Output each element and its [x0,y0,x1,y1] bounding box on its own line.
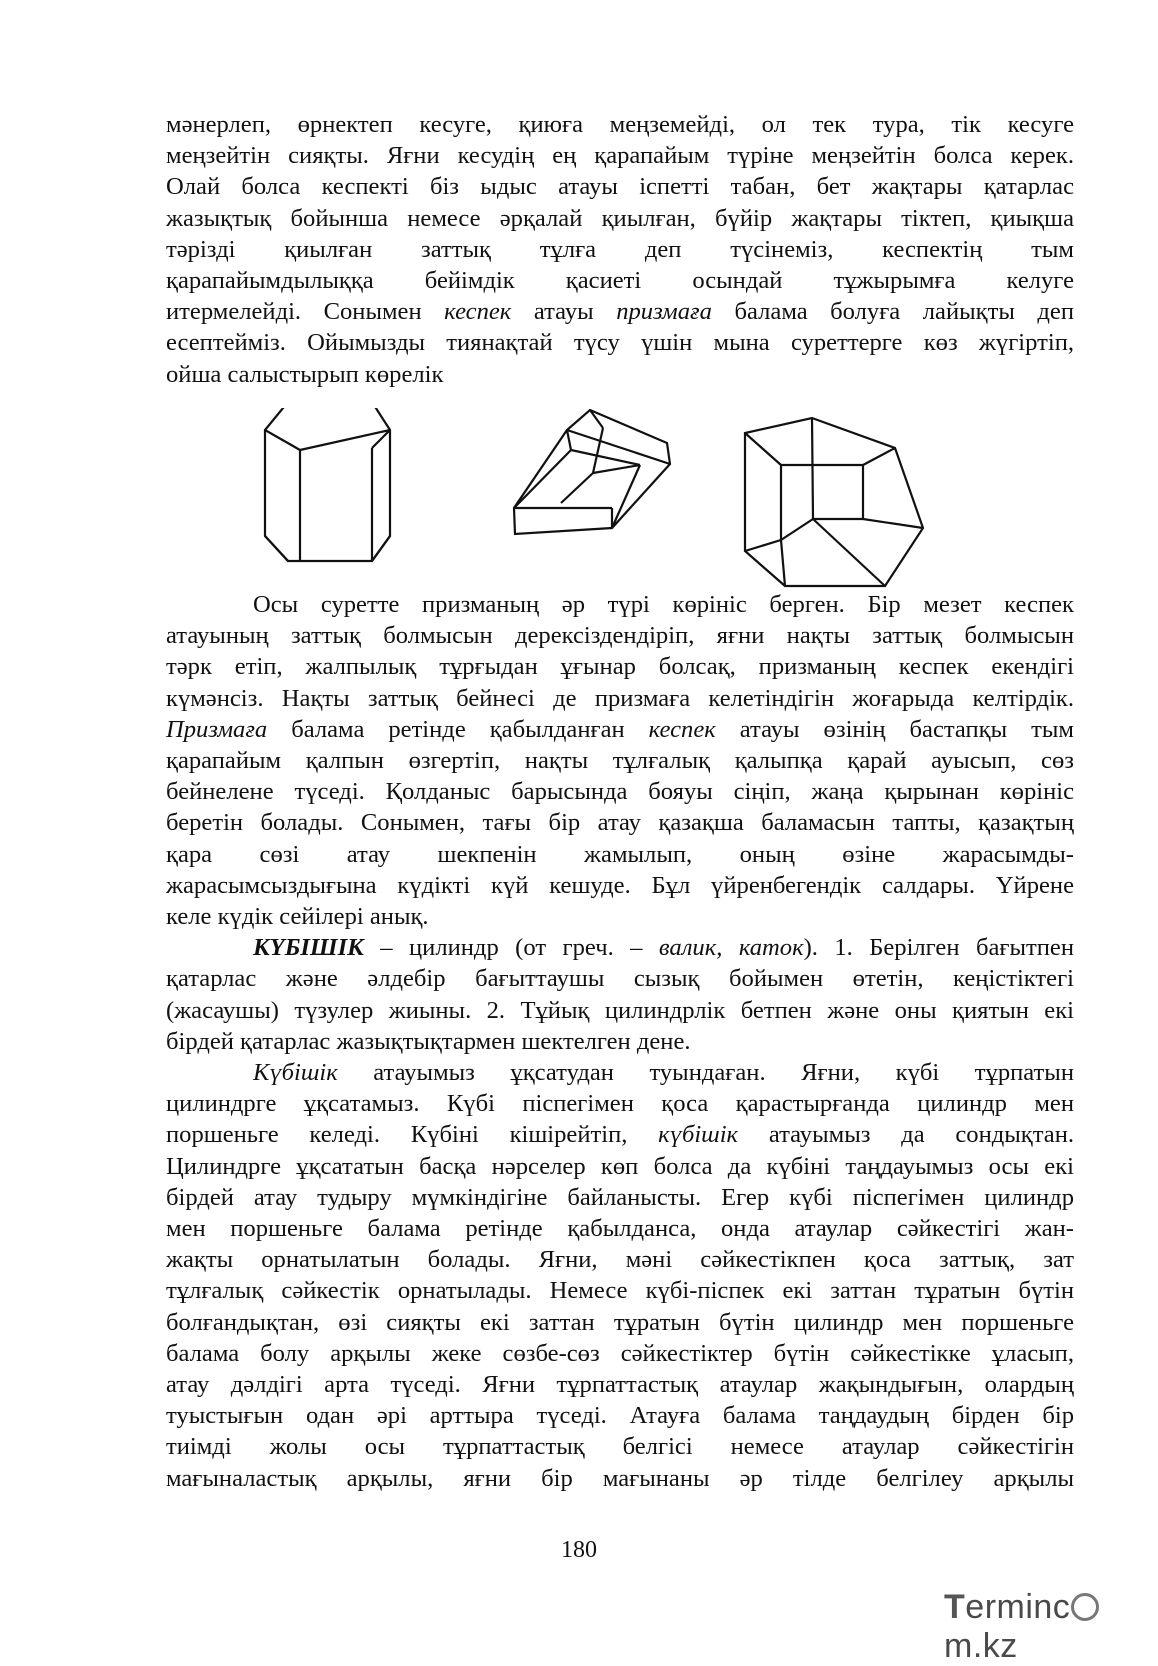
text-line: туыстығын одан әрі арттыра түседі. Атауға балама таңдаудың бірден бір [166,1402,1074,1430]
italic-term: күбішік [658,1121,739,1149]
text-line: есептейміз. Ойымызды тиянақтай түсу үшін мына суреттерге көз жүгіртіп, [166,329,1074,357]
text-span: атауымыз ұқсатудан туындаған. Яғни, күбі тұрпатын [337,1059,1074,1087]
text-span: поршеньге келеді. Күбіні кішірейтіп, [166,1121,659,1149]
text-line: меңзейтін сияқты. Яғни кесудің ең қарапайым түріне меңзейтін болса керек. [166,142,1074,170]
text-line: қатарлас және әлдебір бағыттаушы сызық бойымен өтетін, кеңістіктегі [166,965,1074,993]
text-line: қарапайым қалпын өзгертіп, нақты тұлғалық қалыпқа қарай ауысып, сөз [166,747,1074,775]
text-line: қарапайымдылыққа бейімдік қасиеті осындай тұжырымға келуге [166,267,1074,295]
text-line: бірдей қатарлас жазықтықтармен шектелген дене. [166,1027,691,1055]
text-span: ). 1. Берілген бағытпен [803,934,1074,962]
text-line: қара сөзі атау шекпенін жамылып, оның өзіне жарасымды- [166,840,1074,868]
text-line: мен поршеньге балама ретінде қабылданса, онда атаулар сәйкестігі жан- [166,1215,1074,1243]
text-span: – цилиндр (от греч. – [363,934,659,962]
text-line: тәрк етіп, жалпылық тұрғыдан ұғынар болсақ, призманың кеспек екендігі [166,653,1074,681]
text-line: мәнерлеп, өрнектеп кесуге, қиюға меңземейді, ол тек тура, тік кесуге [166,111,1074,138]
text-span: балама ретінде қабылданған [267,715,649,743]
watermark-text: erminc [965,1588,1071,1626]
text-line [166,1057,1074,1088]
pentagonal-frustum-figure [745,418,923,586]
text-span: атауы [511,298,617,326]
paragraph-intro [166,109,1074,390]
text-line: тәрізді қиылған заттық тұлға деп түсінеміз, кеспектің тым [166,235,1074,263]
globe-icon [1071,1593,1099,1621]
paragraph-block-2 [166,589,1074,1494]
text-line: Осы суретте призманың әр түрі көрініс берген. Бір мезет кеспек [253,591,1074,618]
paragraph-kubishik-definition [166,932,1074,1057]
text-span: атауы өзінің бастапқы тым [715,715,1074,743]
paragraph-kubishik-explanation [166,1057,1074,1494]
paragraph-prism-types [166,589,1074,932]
text-line: атау дәлдігі арта түседі. Яғни тұрпаттастық атаулар жақындығын, олардың [166,1371,1074,1399]
bold-term: КҮБІШІК [253,934,364,962]
text-line: жазықтық бойынша немесе әрқалай қиылған, бүйір жақтары тіктеп, қиықша [166,204,1074,232]
italic-term: кеспек [444,298,512,326]
top-paragraph [166,109,1074,390]
text-line: беретін болады. Сонымен, тағы бір атау қазақша баламасын тапты, қазақтың [166,809,1074,837]
prism-figures [260,408,1020,618]
text-line: жақты орнатылатын болады. Яғни, мәні сәйкестікпен қоса заттық, зат [166,1246,1074,1274]
text-line: балама болу арқылы жеке сөзбе-сөз сәйкестіктер бүтін сәйкестікке ұласып, [166,1339,1074,1367]
text-line: мағыналастық арқылы, яғни бір мағынаны әр тілде белгілеу арқылы [166,1464,1074,1492]
text-line: жарасымсыздығына күдікті күй кешуде. Бұл үйренбегендік салдары. Үйрене [166,871,1074,899]
hexagonal-prism-figure [265,408,390,561]
italic-term: Күбішік [253,1059,338,1087]
text-line: бейнелене түседі. Қолданыс барысында бояуы сіңіп, жаңа қырынан көрініс [166,778,1074,806]
text-line: бірдей атау тудыру мүмкіндігіне байланысты. Егер күбі піспегімен цилиндр [166,1183,1074,1211]
text-span: балама болуға лайықты деп [711,298,1074,326]
italic-term: Призмаға [166,715,268,743]
text-line [166,932,1074,963]
text-line: болғандықтан, өзі сияқты екі заттан тұратын бүтін цилиндр мен поршеньге [166,1308,1074,1336]
italic-term: кеспек [648,715,716,743]
termincom-watermark [944,1588,1158,1666]
text-line: күмәнсіз. Нақты заттық бейнесі де призмаға келетіндігін жоғарыда келтірдік. [166,684,1074,712]
watermark-text: m.kz [944,1627,1018,1665]
text-span: атауымыз да сондықтан. [738,1121,1075,1149]
tilted-prism-figure [514,410,670,534]
text-line: тиімді жолы осы тұрпаттастық белгісі немесе атаулар сәйкестігін [166,1433,1074,1461]
italic-term: валик, каток [658,934,804,962]
page-number: 180 [561,1537,597,1563]
text-line: Олай болса кеспекті біз ыдыс атауы іспетті табан, бет жақтары қатарлас [166,173,1074,201]
text-line: Цилиндрге ұқсататын басқа нәрселер көп болса да күбіні таңдауымыз осы екі [166,1152,1074,1180]
text-line [166,296,1074,327]
text-line: атауының заттық болмысын дерексіздендіріп, яғни нақты заттық болмысын [166,622,1074,650]
text-line: келе күдік сейілері анық. [166,903,429,931]
text-line: (жасаушы) түзулер жиыны. 2. Тұйық цилиндрлік бетпен және оны қиятын екі [166,996,1074,1024]
watermark-letter: T [944,1588,966,1626]
text-line: цилиндрге ұқсатамыз. Күбі піспегімен қоса қарастырғанда цилиндр мен [166,1090,1074,1118]
text-line: ойша салыстырып көрелік [166,360,444,388]
text-line: тұлғалық сәйкестік орнатылады. Немесе күбі-піспек екі заттан тұратын бүтін [166,1277,1074,1305]
text-span: итермелейді. Сонымен [166,298,445,326]
text-line [166,1119,1074,1150]
text-line [166,714,1074,745]
italic-term: призмаға [616,298,712,326]
